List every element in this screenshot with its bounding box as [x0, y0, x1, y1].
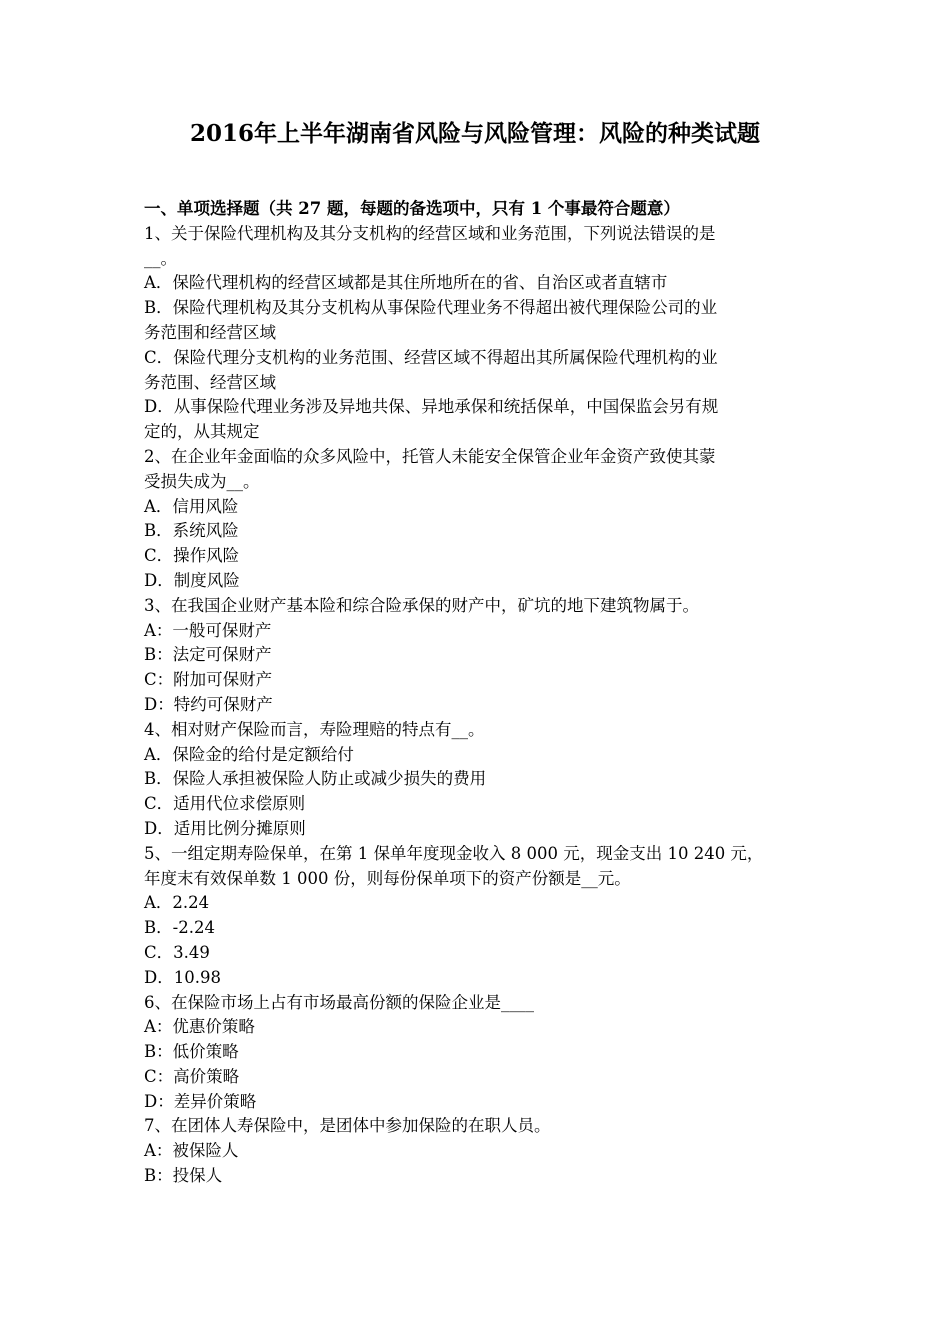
- text-line: 受损失成为__。: [144, 471, 260, 491]
- text-line: 5、一组定期寿险保单，在第 1 保单年度现金收入 8 000 元，现金支出 10 240 元，: [144, 843, 764, 863]
- question-list: [144, 197, 814, 1189]
- text-line: C．保险代理分支机构的业务范围、经营区域不得超出其所属保险代理机构的业: [144, 347, 718, 367]
- text-line: 年度末有效保单数 1 000 份，则每份保单项下的资产份额是__元。: [144, 868, 631, 888]
- text-line: 务范围、经营区域: [144, 372, 276, 392]
- text-line: A．保险金的给付是定额给付: [144, 744, 354, 764]
- text-line: __。: [144, 248, 177, 268]
- text-line: D．制度风险: [144, 570, 240, 590]
- text-line: A：优惠价策略: [144, 1017, 255, 1037]
- text-line: A：一般可保财产: [144, 620, 272, 640]
- text-line: 4、相对财产保险而言，寿险理赔的特点有__。: [144, 719, 485, 739]
- text-line: B．-2.24: [144, 918, 215, 938]
- text-line: 1、关于保险代理机构及其分支机构的经营区域和业务范围，下列说法错误的是: [144, 223, 716, 243]
- text-line: A．信用风险: [144, 496, 239, 516]
- text-line: 3、在我国企业财产基本险和综合险承保的财产中，矿坑的地下建筑物属于。: [144, 595, 699, 615]
- text-line: B：法定可保财产: [144, 645, 272, 665]
- text-line: 2、在企业年金面临的众多风险中，托管人未能安全保管企业年金资产致使其蒙: [144, 446, 716, 466]
- text-line: 7、在团体人寿保险中，是团体中参加保险的在职人员。: [144, 1116, 551, 1136]
- text-line: D．从事保险代理业务涉及异地共保、异地承保和统括保单，中国保监会另有规: [144, 397, 719, 417]
- text-line: C：附加可保财产: [144, 670, 273, 690]
- document-title: 2016年上半年湖南省风险与风险管理：风险的种类试题: [189, 120, 760, 147]
- text-line: C．适用代位求偿原则: [144, 794, 306, 814]
- text-line: 定的，从其规定: [144, 422, 260, 442]
- text-line: A：被保险人: [144, 1141, 239, 1161]
- text-line: D：特约可保财产: [144, 694, 273, 714]
- text-line: B：低价策略: [144, 1042, 239, 1062]
- section-heading: 一、单项选择题（共 27 题，每题的备选项中，只有 1 个事最符合题意）: [144, 199, 680, 218]
- text-line: D：差异价策略: [144, 1091, 257, 1111]
- text-line: C．操作风险: [144, 546, 240, 566]
- text-line: 6、在保险市场上占有市场最高份额的保险企业是____: [144, 992, 534, 1012]
- text-line: C：高价策略: [144, 1066, 240, 1086]
- text-line: B．保险代理机构及其分支机构从事保险代理业务不得超出被代理保险公司的业: [144, 298, 718, 318]
- text-line: D．10.98: [144, 967, 221, 987]
- text-line: 务范围和经营区域: [144, 322, 276, 342]
- text-line: D．适用比例分摊原则: [144, 818, 306, 838]
- text-line: B．保险人承担被保险人防止或减少损失的费用: [144, 769, 487, 789]
- text-line: C．3.49: [144, 942, 210, 962]
- text-line: A．保险代理机构的经营区域都是其住所地所在的省、自治区或者直辖市: [144, 273, 668, 293]
- text-line: B：投保人: [144, 1166, 223, 1186]
- text-line: A．2.24: [144, 893, 210, 913]
- text-line: B．系统风险: [144, 521, 239, 541]
